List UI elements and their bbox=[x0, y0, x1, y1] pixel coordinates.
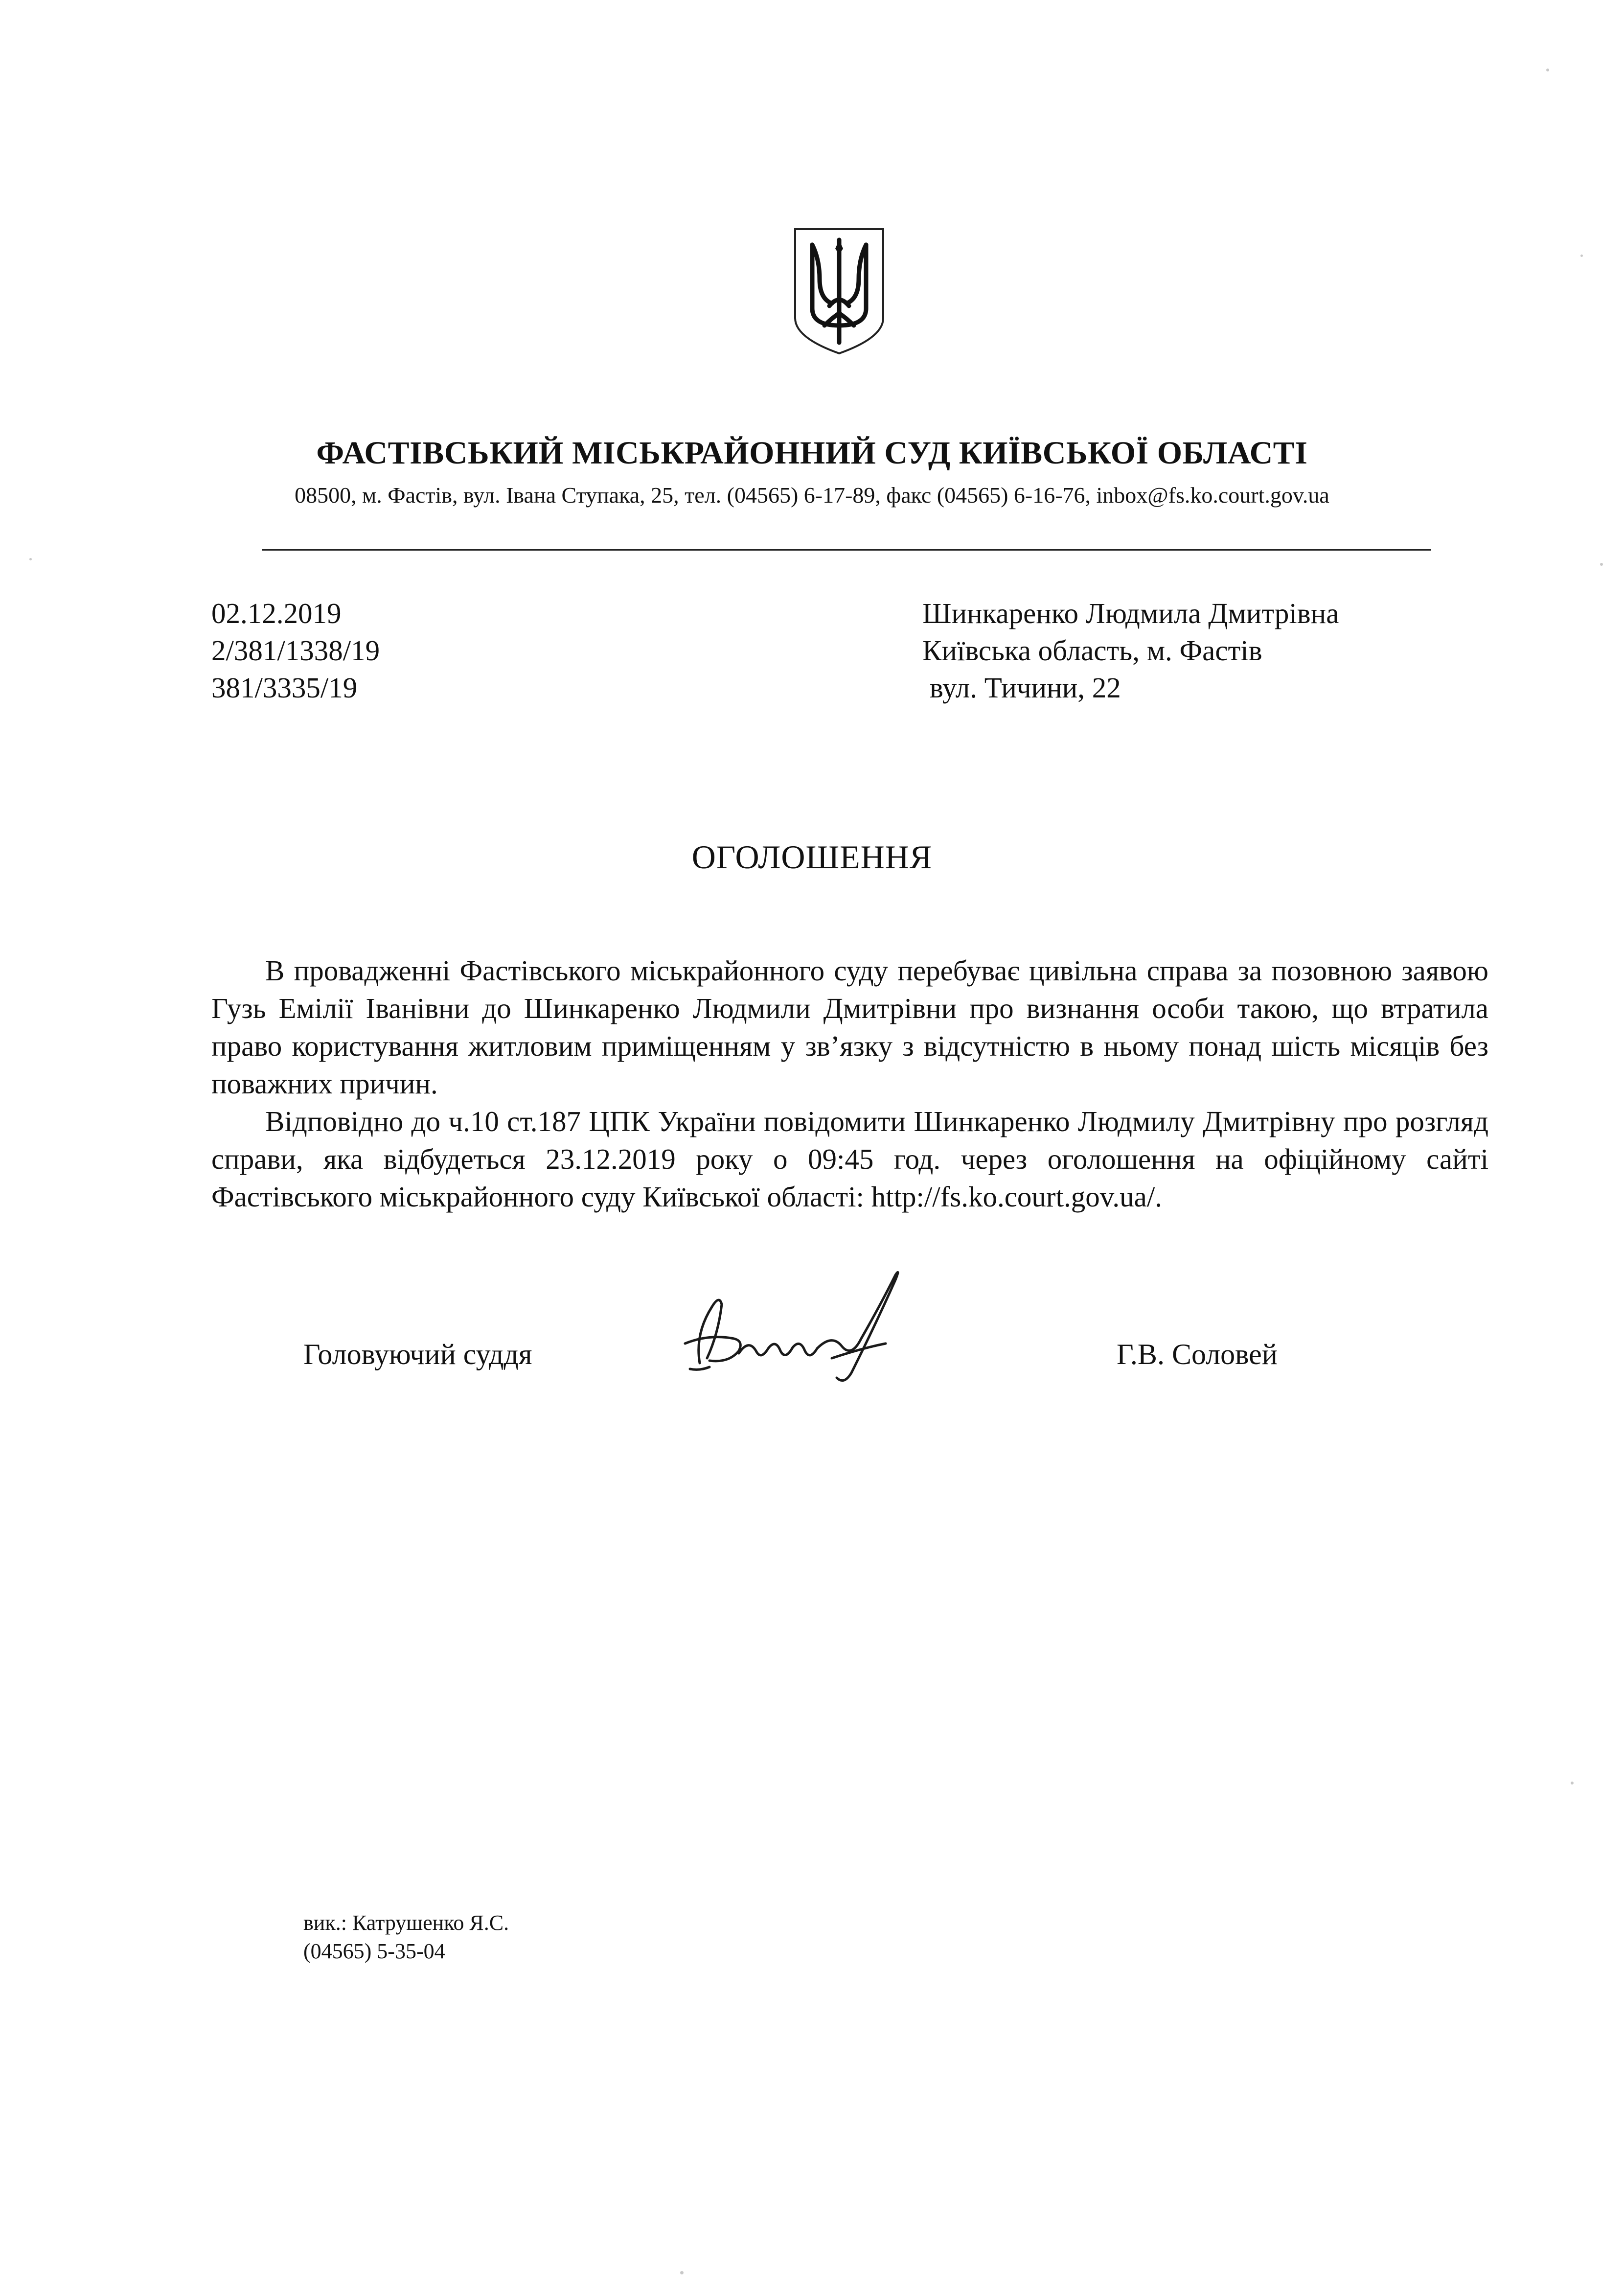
scan-speck bbox=[1600, 563, 1603, 566]
executor-name: вик.: Катрушенко Я.С. bbox=[303, 1911, 509, 1935]
scan-speck bbox=[1546, 69, 1549, 71]
addressee-region-city: Київська область, м. Фастів bbox=[922, 634, 1262, 667]
addressee-block bbox=[922, 595, 1339, 706]
reference-block bbox=[211, 595, 380, 706]
notice-body bbox=[211, 952, 1488, 1216]
scan-speck bbox=[680, 2271, 684, 2274]
reference-number: 2/381/1338/19 bbox=[211, 634, 380, 667]
trident-emblem-icon bbox=[790, 225, 888, 357]
header-divider bbox=[262, 549, 1431, 551]
case-number: 381/3335/19 bbox=[211, 672, 358, 704]
body-paragraph: Відповідно до ч.10 ст.187 ЦПК України повідомити Шинкаренко Людмилу Дмитрівну про розгляд справи, яка відбудеться 23.12.2019 року о 09:45 год. через оголошення на офіційному сайті Фастівського міськрайонного суду Київської області: http://fs.ko.court.gov.ua/. bbox=[211, 1105, 1488, 1213]
court-address: 08500, м. Фастів, вул. Івана Ступака, 25, тел. (04565) 6-17-89, факс (04565) 6-16-76, inbox@fs.ko.court.gov.ua bbox=[295, 483, 1329, 508]
scan-speck bbox=[1571, 1782, 1574, 1784]
addressee-street: вул. Тичини, 22 bbox=[930, 672, 1121, 704]
body-paragraph: В провадженні Фастівського міськрайонного суду перебуває цивільна справа за позовною заявою Гузь Емілії Іванівни до Шинкаренко Людмили Дмитрівни про визнання особи такою, що втратила право користування житловим приміщенням у зв’язку з відсутністю в ньому понад шість місяців без поважних причин. bbox=[211, 954, 1488, 1100]
executor-phone: (04565) 5-35-04 bbox=[303, 1939, 445, 1963]
signer-role: Головуючий суддя bbox=[303, 1338, 532, 1370]
document-title: ОГОЛОШЕННЯ bbox=[691, 838, 933, 876]
executor-block bbox=[303, 1909, 509, 1966]
scan-speck bbox=[29, 558, 32, 560]
handwritten-signature-icon bbox=[665, 1260, 920, 1392]
reference-date: 02.12.2019 bbox=[211, 597, 342, 629]
addressee-name: Шинкаренко Людмила Дмитрівна bbox=[922, 597, 1339, 629]
signer-name: Г.В. Соловей bbox=[1117, 1338, 1278, 1370]
court-name: ФАСТІВСЬКИЙ МІСЬКРАЙОННИЙ СУД КИЇВСЬКОЇ ОБЛАСТІ bbox=[316, 435, 1308, 471]
scan-speck bbox=[1580, 255, 1583, 257]
